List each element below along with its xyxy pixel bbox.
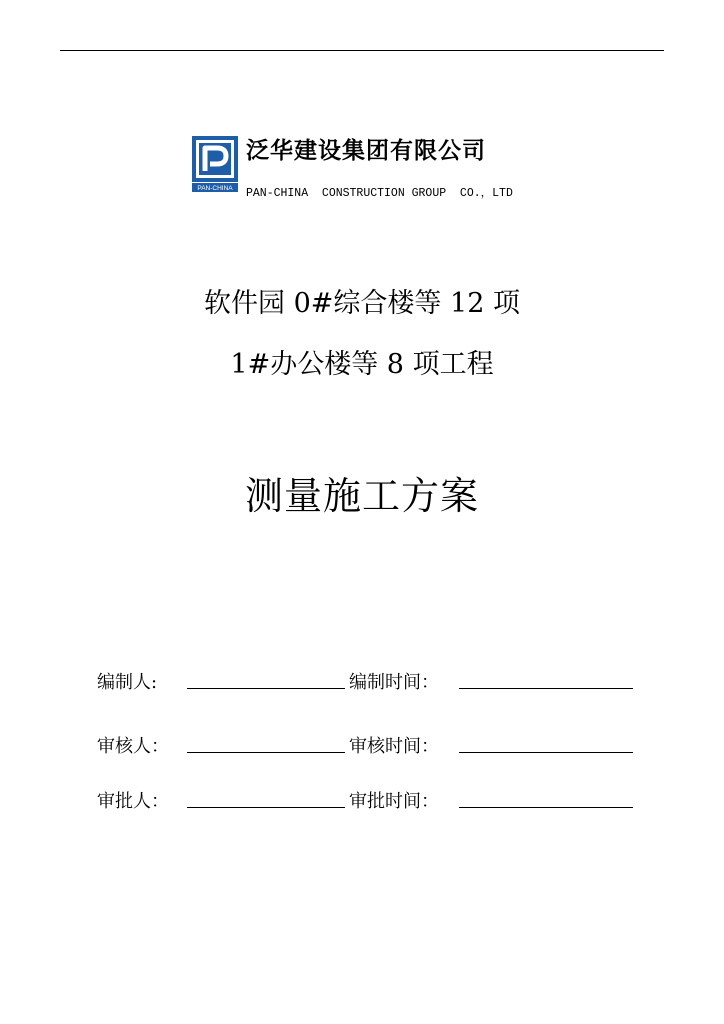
- pan-china-logo-icon: [192, 136, 238, 192]
- review-date-blank: [459, 752, 633, 753]
- project-name-line-2: 1#办公楼等 8 项工程: [230, 349, 494, 380]
- approve-date-blank: [459, 807, 633, 808]
- approver-blank: [187, 807, 345, 808]
- company-name-en: PAN-CHINA CONSTRUCTION GROUP CO.，LTD: [246, 187, 513, 200]
- compile-date-blank: [459, 688, 633, 689]
- approve-date-label: 审批时间：: [349, 791, 439, 812]
- signature-row-approve: [97, 787, 637, 817]
- header-rule: [60, 50, 664, 51]
- reviewer-blank: [187, 752, 345, 753]
- company-header: [192, 132, 552, 212]
- company-name-cn: 泛华建设集团有限公司: [246, 138, 486, 164]
- reviewer-label: 审核人：: [97, 736, 169, 757]
- compile-date-label: 编制时间：: [349, 672, 439, 693]
- review-date-label: 审核时间：: [349, 736, 439, 757]
- logo-mark-text: PAN-CHINA: [197, 185, 233, 192]
- compiler-blank: [187, 688, 345, 689]
- project-name-line-1: 软件园 0#综合楼等 12 项: [204, 288, 520, 319]
- compiler-label: 编制人:: [97, 672, 158, 693]
- document-title: 测量施工方案: [244, 474, 479, 518]
- signature-row-review: [97, 732, 637, 762]
- approver-label: 审批人：: [97, 791, 169, 812]
- signature-row-compile: [97, 668, 637, 698]
